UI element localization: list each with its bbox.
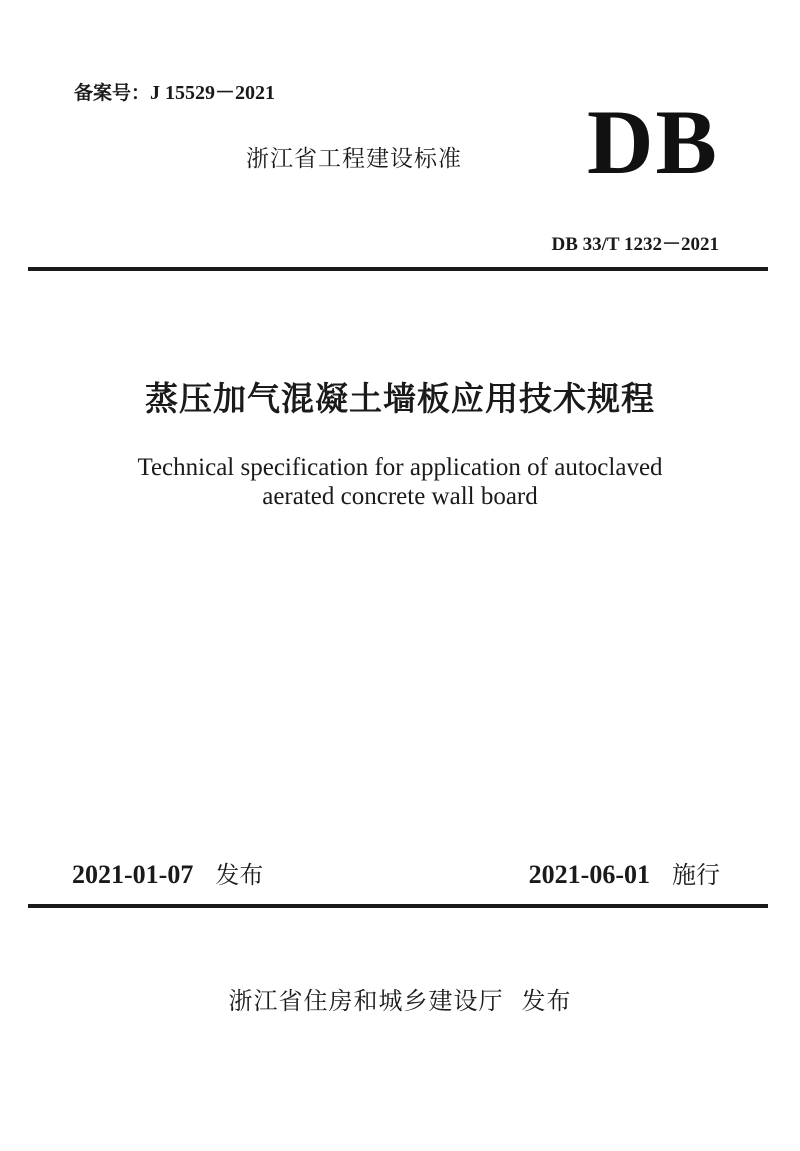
- document-title-english: [0, 453, 800, 511]
- top-divider: [28, 267, 768, 271]
- record-number-value: J 15529－2021: [150, 82, 276, 104]
- record-number: [74, 80, 275, 106]
- publisher: [0, 984, 800, 1018]
- publish-label: 发布: [521, 987, 572, 1015]
- db-logo: DB: [587, 91, 719, 193]
- english-title-line-1: Technical specification for application of autoclaved: [137, 454, 663, 481]
- standard-category: 浙江省工程建设标准: [246, 146, 462, 172]
- effective-label: 施行: [672, 861, 720, 889]
- effective-date: 2021-06-01: [528, 860, 650, 889]
- issue-date: 2021-01-07: [72, 860, 194, 889]
- standard-number: DB 33/T 1232－2021: [551, 234, 719, 255]
- english-title-line-2: aerated concrete wall board: [262, 483, 538, 510]
- effective-date-block: [529, 858, 720, 893]
- issue-date-block: [72, 858, 263, 893]
- document-title-chinese: 蒸压加气混凝土墙板应用技术规程: [145, 379, 655, 418]
- record-label: 备案号：: [74, 82, 151, 104]
- bottom-divider: [28, 904, 768, 908]
- publisher-name: 浙江省住房和城乡建设厅: [228, 987, 504, 1015]
- issue-label: 发布: [215, 861, 264, 889]
